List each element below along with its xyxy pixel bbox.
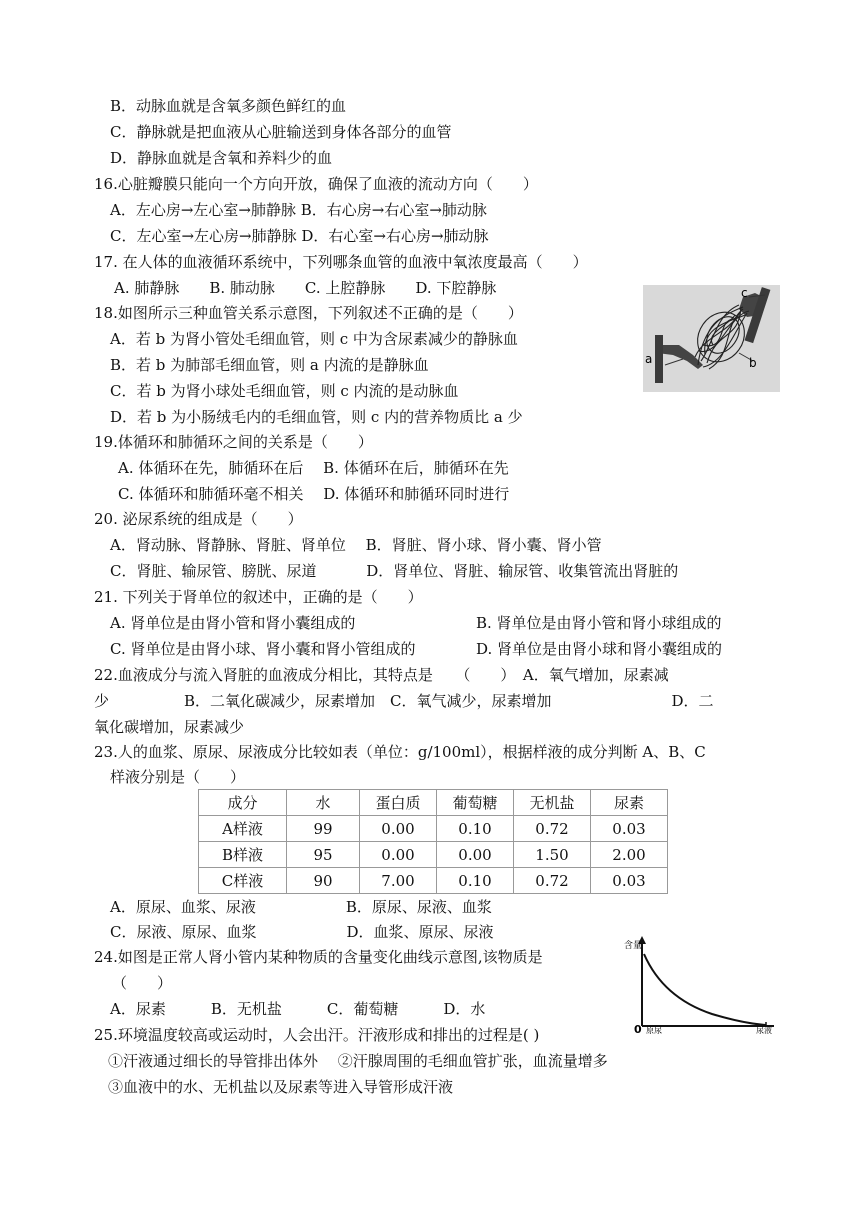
tubule-curve-figure [622, 934, 780, 1034]
q22-line-2: 少 B．二氧化碳减少，尿素增加 C．氧气减少，尿素增加 D．二 [94, 692, 714, 710]
table-cell: 1.50 [514, 842, 591, 868]
table-row [199, 816, 668, 842]
table-cell: 99 [287, 816, 360, 842]
table-cell: 7.00 [360, 868, 437, 894]
q17-stem: 17. 在人体的血液循环系统中，下列哪条血管的血液中氧浓度最高（ ） [94, 253, 588, 271]
table-cell: 0.72 [514, 816, 591, 842]
q25-step-3: ③血液中的水、无机盐以及尿素等进入导管形成汗液 [108, 1078, 454, 1096]
q15-option-d: D．静脉血就是含氧和养料少的血 [110, 149, 333, 167]
label-b: b [749, 356, 757, 370]
table-cell: 0.00 [437, 842, 514, 868]
q20-options-ab: A．肾动脉、肾静脉、肾脏、肾单位 B．肾脏、肾小球、肾小囊、肾小管 [110, 536, 602, 554]
q24-stem-2: （ ） [112, 974, 173, 992]
origin-label: 0 [634, 1023, 642, 1034]
q18-option-b: B．若 b 为肺部毛细血管，则 a 内流的是静脉血 [110, 356, 429, 374]
q21-option-d: D. 肾单位是由肾小球和肾小囊组成的 [476, 640, 723, 658]
table-cell: 0.10 [437, 816, 514, 842]
q16-options-cd: C．左心室→左心房→肺静脉 D．右心室→右心房→肺动脉 [110, 227, 489, 245]
q18-option-d: D．若 b 为小肠绒毛内的毛细血管，则 c 内的营养物质比 a 少 [110, 408, 523, 426]
q20-options-cd: C．肾脏、输尿管、膀胱、尿道 D．肾单位、肾脏、输尿管、收集管流出肾脏的 [110, 562, 679, 580]
q19-options-cd: C. 体循环和肺循环毫不相关 D. 体循环和肺循环同时进行 [118, 485, 510, 503]
q21-option-b: B. 肾单位是由肾小管和肾小球组成的 [476, 614, 722, 632]
q18-option-a: A．若 b 为肾小管处毛细血管，则 c 中为含尿素减少的静脉血 [110, 330, 518, 348]
table-header: 葡萄糖 [437, 790, 514, 816]
blood-vessel-figure [643, 285, 780, 392]
q22-line-1: 22.血液成分与流入肾脏的血液成分相比，其特点是 （ ） A．氧气增加，尿素减 [94, 666, 669, 684]
q15-option-c: C．静脉就是把血液从心脏输送到身体各部分的血管 [110, 123, 452, 141]
table-cell: C样液 [199, 868, 287, 894]
q21-option-c: C. 肾单位是由肾小球、肾小囊和肾小管组成的 [110, 640, 416, 658]
table-cell: B样液 [199, 842, 287, 868]
q16-options-ab: A．左心房→左心室→肺静脉 B．右心房→右心室→肺动脉 [110, 201, 487, 219]
q23-stem-2: 样液分别是（ ） [110, 768, 246, 786]
x-start-label: 原尿 [646, 1026, 662, 1034]
table-cell: 0.72 [514, 868, 591, 894]
q23-options-ab: A．原尿、血浆、尿液 B．原尿、尿液、血浆 [110, 898, 492, 916]
x-end-label: 尿液 [756, 1026, 772, 1034]
table-header: 尿素 [591, 790, 668, 816]
table-cell: 0.03 [591, 816, 668, 842]
q17-options: A. 肺静脉 B. 肺动脉 C. 上腔静脉 D. 下腔静脉 [114, 279, 497, 297]
capillary-network-diagram [643, 285, 780, 392]
content-curve [644, 954, 766, 1025]
q20-stem: 20. 泌尿系统的组成是（ ） [94, 510, 303, 528]
table-cell: A样液 [199, 816, 287, 842]
q22-line-3: 氧化碳增加，尿素减少 [94, 718, 245, 736]
table-header: 成分 [199, 790, 287, 816]
table-cell: 2.00 [591, 842, 668, 868]
table-header: 水 [287, 790, 360, 816]
label-c: c [741, 286, 748, 300]
q21-stem: 21. 下列关于肾单位的叙述中，正确的是（ ） [94, 588, 423, 606]
q23-options-cd: C．尿液、原尿、血浆 D．血浆、原尿、尿液 [110, 923, 494, 941]
q18-option-c: C．若 b 为肾小球处毛细血管，则 c 内流的是动脉血 [110, 382, 459, 400]
table-header: 无机盐 [514, 790, 591, 816]
q18-stem: 18.如图所示三种血管关系示意图，下列叙述不正确的是（ ） [94, 304, 523, 322]
q19-options-ab: A. 体循环在先，肺循环在后 B. 体循环在后，肺循环在先 [118, 459, 509, 477]
table-row [199, 842, 668, 868]
table-cell: 0.10 [437, 868, 514, 894]
table-cell: 0.03 [591, 868, 668, 894]
table-cell: 95 [287, 842, 360, 868]
q24-stem: 24.如图是正常人肾小管内某种物质的含量变化曲线示意图,该物质是 [94, 948, 543, 966]
q21-option-a: A. 肾单位是由肾小管和肾小囊组成的 [110, 614, 356, 632]
q15-option-b: B．动脉血就是含氧多颜色鲜红的血 [110, 97, 347, 115]
table-header-row [199, 790, 668, 816]
table-cell: 0.00 [360, 816, 437, 842]
content-curve-chart [622, 934, 780, 1034]
label-a: a [645, 352, 653, 366]
table-cell: 90 [287, 868, 360, 894]
y-axis-label: 含量 [624, 941, 643, 951]
q25-step-1-2: ①汗液通过细长的导管排出体外 ②汗腺周围的毛细血管扩张，血流量增多 [108, 1052, 608, 1070]
table-row [199, 868, 668, 894]
q25-stem: 25.环境温度较高或运动时，人会出汗。汗液形成和排出的过程是( ) [94, 1026, 540, 1044]
q16-stem: 16.心脏瓣膜只能向一个方向开放，确保了血液的流动方向（ ） [94, 175, 538, 193]
composition-table [198, 789, 668, 894]
table-cell: 0.00 [360, 842, 437, 868]
q24-options: A．尿素 B．无机盐 C．葡萄糖 D．水 [110, 1000, 486, 1018]
table-header: 蛋白质 [360, 790, 437, 816]
q19-stem: 19.体循环和肺循环之间的关系是（ ） [94, 433, 373, 451]
q23-stem: 23.人的血浆、原尿、尿液成分比较如表（单位：g/100ml），根据样液的成分判断 A、B、C [94, 743, 706, 761]
